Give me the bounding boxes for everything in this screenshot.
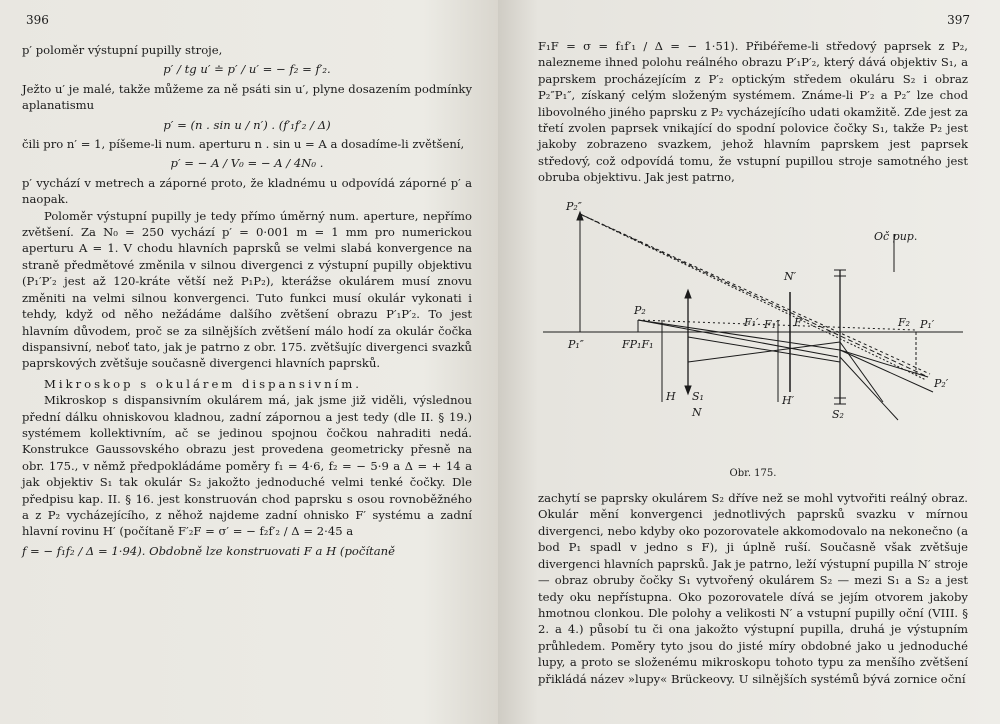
label-p2pp: P₂″	[566, 199, 582, 213]
page-number-left: 396	[26, 13, 49, 27]
paragraph: Mikroskop s dispansivním okulárem má, jak jsme již viděli, výslednou přední dálku ohniskovou kladnou, zadní zápornou a jest tedy (dle II. § 19.) systémem kollektivním, ač se jedinou spojnou čočkou nahraditi nedá. Konstrukce Gaussovského obrazu jest provedena geometricky přesně na obr. 175., v němž předpokládáme poměry f₁ = 4·6, f₂ = − 5·9 a Δ = + 14 a jak objektiv S₁ tak okulár S₂ jakožto jednoduché velmi tenké čočky. Dle předpisu kap. II. § 16. jest konstruován chod paprsku s osou rovnoběžného a z P₂ vycházejícího, z něhož najdeme zadní ohnisko F′ systému a zadní hlavní rovinu H′ (počítaně F′₂F = σ′ = − f₂f′₂ / Δ = 2·45 a	[22, 393, 472, 539]
paragraph: čili pro n′ = 1, píšeme-li num. aperturu n . sin u = A a dosadíme-li zvětšení,	[22, 137, 465, 152]
label-n: N	[692, 405, 702, 419]
equation: p′ = (n . sin u / n′) . (f′₁f′₂ / Δ)	[163, 117, 331, 132]
equation: f = − f₁f₂ / Δ = 1·94). Obdobně lze konstruovati F a H (počítaně	[22, 543, 395, 558]
ray	[840, 357, 898, 420]
equation: p′ / tg u′ ≐ p′ / u′ = − f₂ = f′₂.	[163, 62, 331, 77]
label-f1p: F₁′	[744, 315, 759, 329]
arrow-head	[577, 212, 583, 220]
ray	[840, 350, 928, 377]
label-s2: S₂	[832, 407, 844, 421]
paragraph: p′ vychází v metrech a záporné proto, že kladnému u odpovídá záporné p′ a naopak.	[22, 175, 472, 207]
label-fprime: F′	[794, 315, 805, 329]
label-nprime: N′	[784, 269, 797, 283]
ray	[840, 342, 883, 402]
ray	[688, 337, 840, 362]
paragraph: Poloměr výstupní pupilly je tedy přímo úměrný num. aperture, nepřímo zvětšení. Za N₀ = 250 vychází p′ = 0·001 m = 1 mm pro numerickou aperturu A = 1. V chodu hlavních paprsků se velmi slabá konvergence na straně předmětové změnila v silnou divergenci z výstupní pupilly objektivu (P₁′P′₂ jest až 120-kráte větší než P₁P₂), kterážse okulárem musí znovu změniti na velmi silnou konvergenci. Tuto funkci musí okulár vykonati i tehdy, když od něho nežádáme dalšího zvětšení obrazu P′₁P′₂. To jest hlavním důvodem, proč se za silnějších zvětšení málo hodí za okulár čočka dispansivní, neboť tato, jak je patrno z obr. 175. zvětšujíc divergenci svazků paprskových zvětšuje současně divergenci hlavních paprsků.	[22, 208, 472, 371]
ray	[688, 342, 840, 362]
paragraph: Ježto u′ je malé, takže můžeme za ně psáti sin u′, plyne dosazením podmínky aplanatismu	[22, 81, 472, 113]
figure-caption: Obr. 175.	[729, 467, 777, 479]
label-fp1f1: FP₁F₁	[622, 337, 654, 351]
ray	[840, 350, 933, 392]
label-p2: P₂	[634, 303, 646, 317]
label-ocpup: Oč pup.	[874, 229, 918, 243]
label-p2p: P₂′	[934, 376, 949, 390]
right-page	[498, 0, 1000, 724]
equation: p′ = − A / V₀ = − A / 4N₀ .	[170, 156, 324, 171]
page-number-right: 397	[947, 13, 970, 27]
label-s1: S₁	[692, 389, 704, 403]
paragraph: F₁F = σ = f₁f′₁ / Δ = − 1·51). Přibéřeme-li středový paprsek z P₂, nalezneme ihned polohu reálného obrazu P′₁P′₂, který dává objektiv S₁, a paprskem procházejícím z P′₂ optickým středem okuláru S₂ i obraz P₂″P₁″, získaný celým složeným systémem. Známe-li P′₂ a P₂″ lze chod libovolného jiného paprsku z P₂ vycházejícího udati okamžitě. Zde jest za třetí zvolen paprsek vnikající do spodní polovice čočky S₁, takže P₂ jest jakoby zobrazeno svazkem, jehož hlavním paprskem jest paprsek středový, což odpovídá tomu, že vstupní pupillou stroje samotného jest obruba objektivu. Jak jest patrno,	[538, 39, 968, 185]
label-f1pp: F₁″	[764, 317, 781, 331]
label-hprime: H′	[782, 393, 795, 407]
ray	[638, 317, 838, 357]
label-f2: F₂	[898, 315, 911, 329]
left-page	[0, 0, 498, 724]
optical-diagram	[538, 192, 968, 462]
text-line: p′ poloměr výstupní pupilly stroje,	[22, 43, 223, 57]
label-h: H	[666, 389, 676, 403]
figure-175	[538, 192, 968, 462]
label-p1pp: P₁″	[568, 337, 584, 351]
paragraph: zachytí se paprsky okulárem S₂ dříve než se mohl vytvořiti reálný obraz. Okulár mění konvergenci jednotlivých paprsků svazku v mírnou divergenci, nebo kdyby oko pozorovatele akkomodovalo na nekonečno (a bod P₁ spadl v jedno s F), ji úplně ruší. Současně však zvětšuje divergenci hlavních paprsků. Jak je patrno, leží výstupní pupilla N′ stroje — obraz obruby čočky S₁ vytvořený okulárem S₂ — mezi S₁ a S₂ a jest tedy oku nepřístupna. Oko pozorovatele dívá se jejím otvorem jakoby hmotnou clonkou. Dle polohy a velikosti N′ a vstupní pupilly oční (VIII. § 2. a 4.) působí tu či ona jakožto výstupní pupilla, druhá je výstupním průhledem. Poměry tyto jsou do jisté míry obdobné jako u jednoduché lupy, a proto se složenému mikroskopu tohoto typu za menšího zvětšení přikládá název »lupy« Brückeovy. U silnějších systémů bývá zornice oční	[538, 491, 968, 686]
section-heading: Mikroskop s okulárem dispansivním.	[44, 376, 362, 391]
label-p1p: P₁′	[920, 317, 935, 331]
